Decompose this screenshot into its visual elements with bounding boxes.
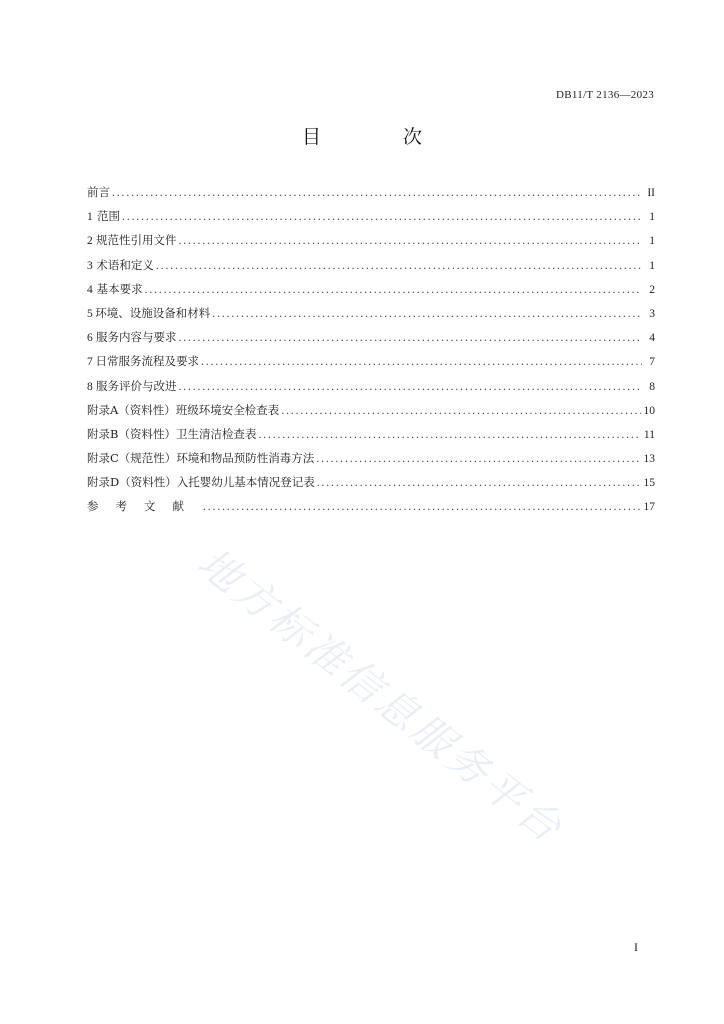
toc-entry-label: 服务内容与要求	[95, 330, 177, 345]
toc-entry-page: 1	[649, 211, 655, 224]
toc-entry-6[interactable]	[87, 329, 655, 353]
toc-entry-appendix-c[interactable]	[87, 450, 655, 474]
toc-entry-label: 入托婴幼儿基本情况登记表	[176, 475, 315, 490]
toc-entry-page: 15	[643, 477, 655, 490]
toc-entry-page: 10	[643, 404, 655, 417]
toc-leader-dots	[178, 235, 642, 247]
toc-appendix-id: 附录D（资料性）	[87, 475, 177, 490]
toc-leader-dots	[316, 453, 640, 465]
toc-entry-appendix-d[interactable]	[87, 474, 655, 498]
toc-entry-number: 5	[87, 307, 93, 320]
toc-entry-number: 2	[87, 235, 93, 248]
table-of-contents	[87, 184, 655, 523]
toc-entry-label: 前言	[87, 185, 110, 199]
toc-entry-label: 环境和物品预防性消毒方法	[176, 451, 315, 466]
toc-leader-dots	[156, 260, 642, 272]
toc-leader-dots	[178, 332, 642, 344]
page-number: I	[634, 940, 638, 954]
toc-leader-dots	[258, 429, 640, 441]
toc-entry-2[interactable]	[87, 232, 655, 256]
toc-entry-5[interactable]	[87, 305, 655, 329]
toc-entry-label: 术语和定义	[96, 257, 154, 272]
toc-leader-dots	[145, 284, 642, 296]
toc-entry-page: 2	[649, 283, 655, 296]
document-code: DB11/T 2136—2023	[556, 89, 654, 101]
toc-entry-label: 班级环境安全检查表	[175, 402, 280, 417]
toc-entry-page: 13	[643, 453, 655, 466]
toc-entry-8[interactable]	[87, 378, 655, 402]
toc-leader-dots	[281, 405, 640, 417]
toc-entry-number: 3	[87, 259, 93, 272]
toc-entry-label: 服务评价与改进	[95, 378, 177, 393]
toc-entry-page: 7	[649, 356, 655, 369]
toc-entry-page: 11	[643, 428, 655, 441]
toc-leader-dots	[178, 381, 642, 393]
toc-leader-dots	[112, 187, 642, 199]
toc-leader-dots	[201, 356, 642, 368]
toc-appendix-id: 附录A（资料性）	[87, 402, 176, 417]
toc-entry-page: 1	[649, 235, 655, 248]
toc-leader-dots	[212, 308, 642, 320]
toc-entry-label: 规范性引用文件	[95, 233, 177, 248]
toc-entry-number: 8	[87, 380, 93, 393]
toc-entry-label: 环境、设施设备和材料	[95, 305, 211, 320]
toc-entry-label: 日常服务流程及要求	[95, 354, 200, 369]
toc-entry-3[interactable]	[87, 257, 655, 281]
toc-entry-label: 参考文献	[87, 499, 201, 514]
toc-entry-page: 8	[649, 380, 655, 393]
toc-entry-number: 7	[87, 356, 93, 369]
toc-entry-label: 卫生清洁检查表	[175, 426, 257, 441]
toc-entry-page: 4	[649, 332, 655, 345]
toc-entry-4[interactable]	[87, 281, 655, 305]
toc-entry-page: 1	[649, 259, 655, 272]
toc-entry-appendix-b[interactable]	[87, 426, 655, 450]
toc-entry-page: 17	[643, 501, 655, 514]
toc-entry-label: 范围	[97, 209, 121, 224]
toc-entry-references[interactable]	[87, 498, 655, 522]
toc-appendix-id: 附录C（规范性）	[87, 451, 177, 466]
toc-entry-number: 4	[87, 283, 93, 296]
toc-entry-number: 6	[87, 332, 93, 345]
toc-entry-1[interactable]	[87, 208, 655, 232]
toc-entry-page: 3	[649, 307, 655, 320]
page-title: 目 次	[301, 126, 461, 148]
toc-entry-7[interactable]	[87, 353, 655, 377]
toc-entry-foreword[interactable]	[87, 184, 655, 208]
watermark-text: 地方标准信息服务平台	[188, 538, 573, 854]
toc-leader-dots	[317, 477, 641, 489]
toc-entry-label: 基本要求	[96, 281, 143, 296]
toc-entry-page: II	[647, 187, 655, 199]
toc-leader-dots	[122, 211, 642, 223]
toc-entry-number: 1	[87, 211, 93, 224]
toc-leader-dots	[203, 501, 641, 513]
toc-appendix-id: 附录B（资料性）	[87, 426, 176, 441]
toc-entry-appendix-a[interactable]	[87, 402, 655, 426]
